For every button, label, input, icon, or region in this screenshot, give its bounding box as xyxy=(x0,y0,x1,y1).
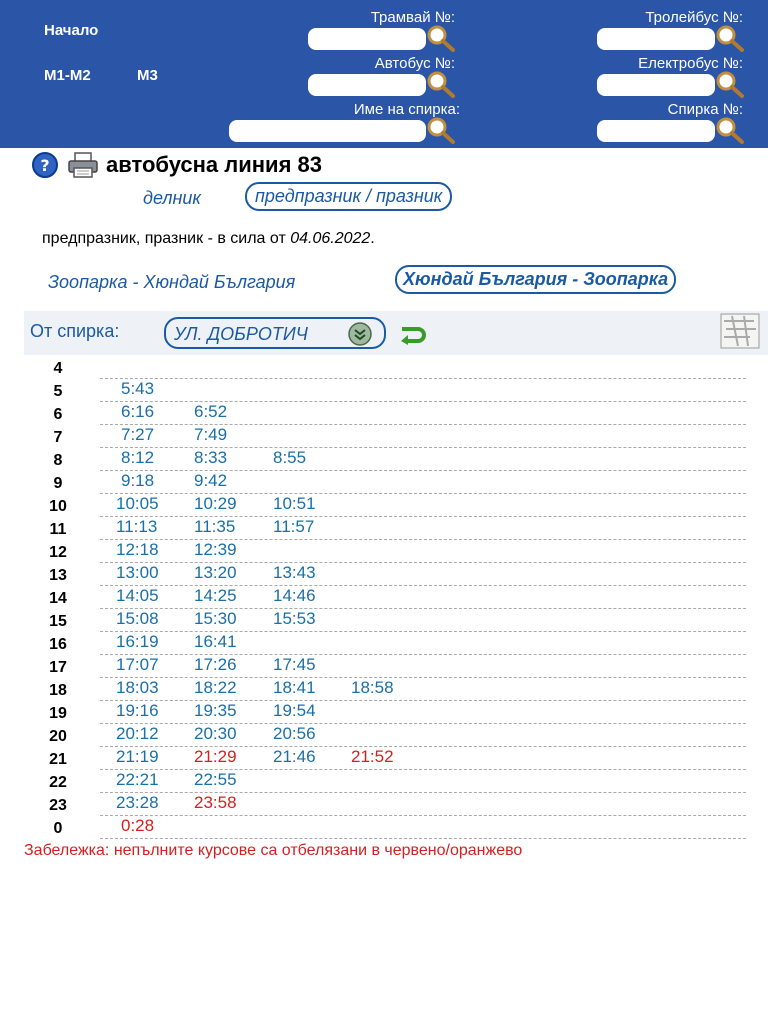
tram-label: Трамвай №: xyxy=(370,9,455,26)
hour-label: 12 xyxy=(49,544,67,561)
departure-time[interactable]: 10:51 xyxy=(273,494,316,513)
schedule-row xyxy=(0,632,768,655)
reverse-direction-icon[interactable] xyxy=(398,323,428,345)
departure-time[interactable]: 17:45 xyxy=(273,655,316,674)
trolleybus-search-icon[interactable] xyxy=(715,24,745,52)
departure-time[interactable]: 12:18 xyxy=(116,540,159,559)
departure-time[interactable]: 11:35 xyxy=(194,517,236,536)
tab-weekday[interactable]: делник xyxy=(143,188,201,208)
departure-time[interactable]: 10:29 xyxy=(194,494,237,513)
bus-search-icon[interactable] xyxy=(426,70,456,98)
departure-time[interactable]: 16:19 xyxy=(116,632,159,651)
stop-select[interactable] xyxy=(164,317,386,349)
departure-time[interactable]: 7:49 xyxy=(194,425,228,444)
note-text: Забележка: непълните курсове са отбелязани в червено/оранжево xyxy=(24,842,523,859)
departure-time[interactable]: 13:00 xyxy=(116,563,159,582)
stop-label: От спирка: xyxy=(30,321,120,341)
stop-name-label: Име на спирка: xyxy=(353,101,460,118)
departure-time[interactable]: 18:41 xyxy=(273,678,316,697)
departure-time[interactable]: 8:55 xyxy=(273,448,307,467)
nav-metro-1-2-link[interactable]: М1-М2 xyxy=(44,67,91,84)
departure-time[interactable]: 14:25 xyxy=(194,586,237,605)
schedule-row xyxy=(0,655,768,678)
hour-label: 20 xyxy=(49,728,67,745)
departure-time[interactable]: 16:41 xyxy=(194,632,237,651)
hour-label: 22 xyxy=(49,774,67,791)
bus-input[interactable] xyxy=(308,74,426,96)
tram-input[interactable] xyxy=(308,28,426,50)
hour-label: 19 xyxy=(49,705,67,722)
hour-label: 16 xyxy=(49,636,67,653)
schedule-row xyxy=(0,379,768,402)
departure-time[interactable]: 20:12 xyxy=(116,724,159,743)
departure-time[interactable]: 13:43 xyxy=(273,563,316,582)
hour-label: 4 xyxy=(53,360,63,377)
schedule-row xyxy=(0,793,768,816)
electrobus-input[interactable] xyxy=(597,74,715,96)
departure-time[interactable]: 11:13 xyxy=(116,517,158,536)
schedule-row xyxy=(0,517,768,540)
stop-select-value: УЛ. ДОБРОТИЧ xyxy=(174,324,308,344)
electrobus-search-icon[interactable] xyxy=(715,70,745,98)
nav-home-link[interactable]: Начало xyxy=(44,22,99,39)
departure-time[interactable]: 7:27 xyxy=(121,425,155,444)
departure-time[interactable]: 6:52 xyxy=(194,402,228,421)
hour-label: 7 xyxy=(53,429,63,446)
departure-time[interactable]: 9:42 xyxy=(194,471,228,490)
schedule-row xyxy=(0,609,768,632)
departure-time[interactable]: 21:19 xyxy=(116,747,159,766)
tab-holiday[interactable]: предпразник / празник xyxy=(245,182,452,211)
departure-time[interactable]: 22:55 xyxy=(194,770,237,789)
departure-time[interactable]: 18:22 xyxy=(194,678,237,697)
page-title: автобусна линия 83 xyxy=(106,152,322,177)
schedule-row xyxy=(0,724,768,747)
departure-time[interactable]: 20:56 xyxy=(273,724,316,743)
stop-name-search-icon[interactable] xyxy=(426,116,456,144)
validity-text xyxy=(42,230,375,248)
hour-label: 0 xyxy=(53,820,63,837)
title-row xyxy=(30,150,322,180)
tab-direction-hyundai-zoo[interactable]: Хюндай България - Зоопарка xyxy=(395,265,676,294)
departure-time[interactable]: 15:53 xyxy=(273,609,316,628)
hour-label: 6 xyxy=(53,406,63,423)
hour-label: 21 xyxy=(49,751,67,768)
hour-label: 18 xyxy=(49,682,67,699)
schedule-row xyxy=(0,678,768,701)
schedule-row xyxy=(0,747,768,770)
schedule-row xyxy=(0,586,768,609)
hour-label: 14 xyxy=(49,590,67,607)
hour-label: 8 xyxy=(53,452,63,469)
chevron-down-icon xyxy=(348,322,372,346)
stop-number-input[interactable] xyxy=(597,120,715,142)
hour-label: 15 xyxy=(49,613,67,630)
top-bar xyxy=(0,0,768,148)
help-icon[interactable] xyxy=(30,151,60,179)
departure-time[interactable]: 19:35 xyxy=(194,701,237,720)
departure-time[interactable]: 12:39 xyxy=(194,540,237,559)
departure-time[interactable]: 8:12 xyxy=(121,448,155,467)
departure-time[interactable]: 15:08 xyxy=(116,609,159,628)
stop-number-label: Спирка №: xyxy=(667,101,743,118)
schedule-row xyxy=(0,356,768,379)
validity-label: предпразник, празник - в сила от xyxy=(42,230,291,247)
row-divider xyxy=(100,838,746,839)
departure-time[interactable]: 13:20 xyxy=(194,563,237,582)
schedule-row xyxy=(0,448,768,471)
departure-time[interactable]: 17:07 xyxy=(116,655,159,674)
bus-label: Автобус №: xyxy=(374,55,455,72)
schedule-row xyxy=(0,425,768,448)
departure-time[interactable]: 6:16 xyxy=(121,402,155,421)
schedule-row xyxy=(0,402,768,425)
departure-time[interactable]: 19:54 xyxy=(273,701,316,720)
trolleybus-input[interactable] xyxy=(597,28,715,50)
schedule-row xyxy=(0,494,768,517)
trolleybus-label: Тролейбус №: xyxy=(645,9,743,26)
hour-label: 23 xyxy=(49,797,67,814)
hour-label: 17 xyxy=(49,659,67,676)
departure-time[interactable]: 14:05 xyxy=(116,586,159,605)
map-icon[interactable] xyxy=(720,313,760,349)
departure-time[interactable]: 20:30 xyxy=(194,724,237,743)
hour-label: 9 xyxy=(53,475,63,492)
stop-selector-row xyxy=(24,311,768,355)
departure-time-partial[interactable]: 0:28 xyxy=(121,816,155,835)
tab-direction-zoo-hyundai[interactable]: Зоопарка - Хюндай България xyxy=(48,272,296,292)
svg-text:?: ? xyxy=(40,156,50,175)
departure-time-partial[interactable]: 21:52 xyxy=(351,747,394,766)
departure-time-partial[interactable]: 21:29 xyxy=(194,747,237,766)
hour-label: 11 xyxy=(49,521,67,538)
departure-time[interactable]: 8:33 xyxy=(194,448,228,467)
print-icon[interactable] xyxy=(66,151,100,179)
hour-label: 5 xyxy=(53,383,63,400)
departure-time[interactable]: 5:43 xyxy=(121,379,155,398)
departure-time[interactable]: 18:03 xyxy=(116,678,159,697)
departure-time[interactable]: 11:57 xyxy=(273,517,315,536)
validity-end: . xyxy=(370,230,375,247)
electrobus-label: Електробус №: xyxy=(638,55,743,72)
hour-label: 10 xyxy=(49,498,67,515)
nav-metro-3-link[interactable]: М3 xyxy=(137,67,158,84)
departure-time[interactable]: 18:58 xyxy=(351,678,394,697)
hour-label: 13 xyxy=(49,567,67,584)
departure-time[interactable]: 15:30 xyxy=(194,609,237,628)
departure-time-partial[interactable]: 23:58 xyxy=(194,793,237,812)
validity-date: 04.06.2022 xyxy=(290,230,371,247)
schedule-row xyxy=(0,701,768,724)
stop-name-input[interactable] xyxy=(229,120,426,142)
departure-time[interactable]: 22:21 xyxy=(116,770,159,789)
departure-time[interactable]: 9:18 xyxy=(121,471,155,490)
tram-search-icon[interactable] xyxy=(426,24,456,52)
schedule-row xyxy=(0,563,768,586)
departure-time[interactable]: 23:28 xyxy=(116,793,159,812)
departure-time[interactable]: 19:16 xyxy=(116,701,159,720)
schedule-row xyxy=(0,770,768,793)
departure-time[interactable]: 21:46 xyxy=(273,747,316,766)
departure-time[interactable]: 14:46 xyxy=(273,586,316,605)
schedule-row xyxy=(0,471,768,494)
schedule-row xyxy=(0,540,768,563)
schedule-row xyxy=(0,816,768,839)
departure-time[interactable]: 17:26 xyxy=(194,655,237,674)
stop-number-search-icon[interactable] xyxy=(715,116,745,144)
departure-time[interactable]: 10:05 xyxy=(116,494,159,513)
